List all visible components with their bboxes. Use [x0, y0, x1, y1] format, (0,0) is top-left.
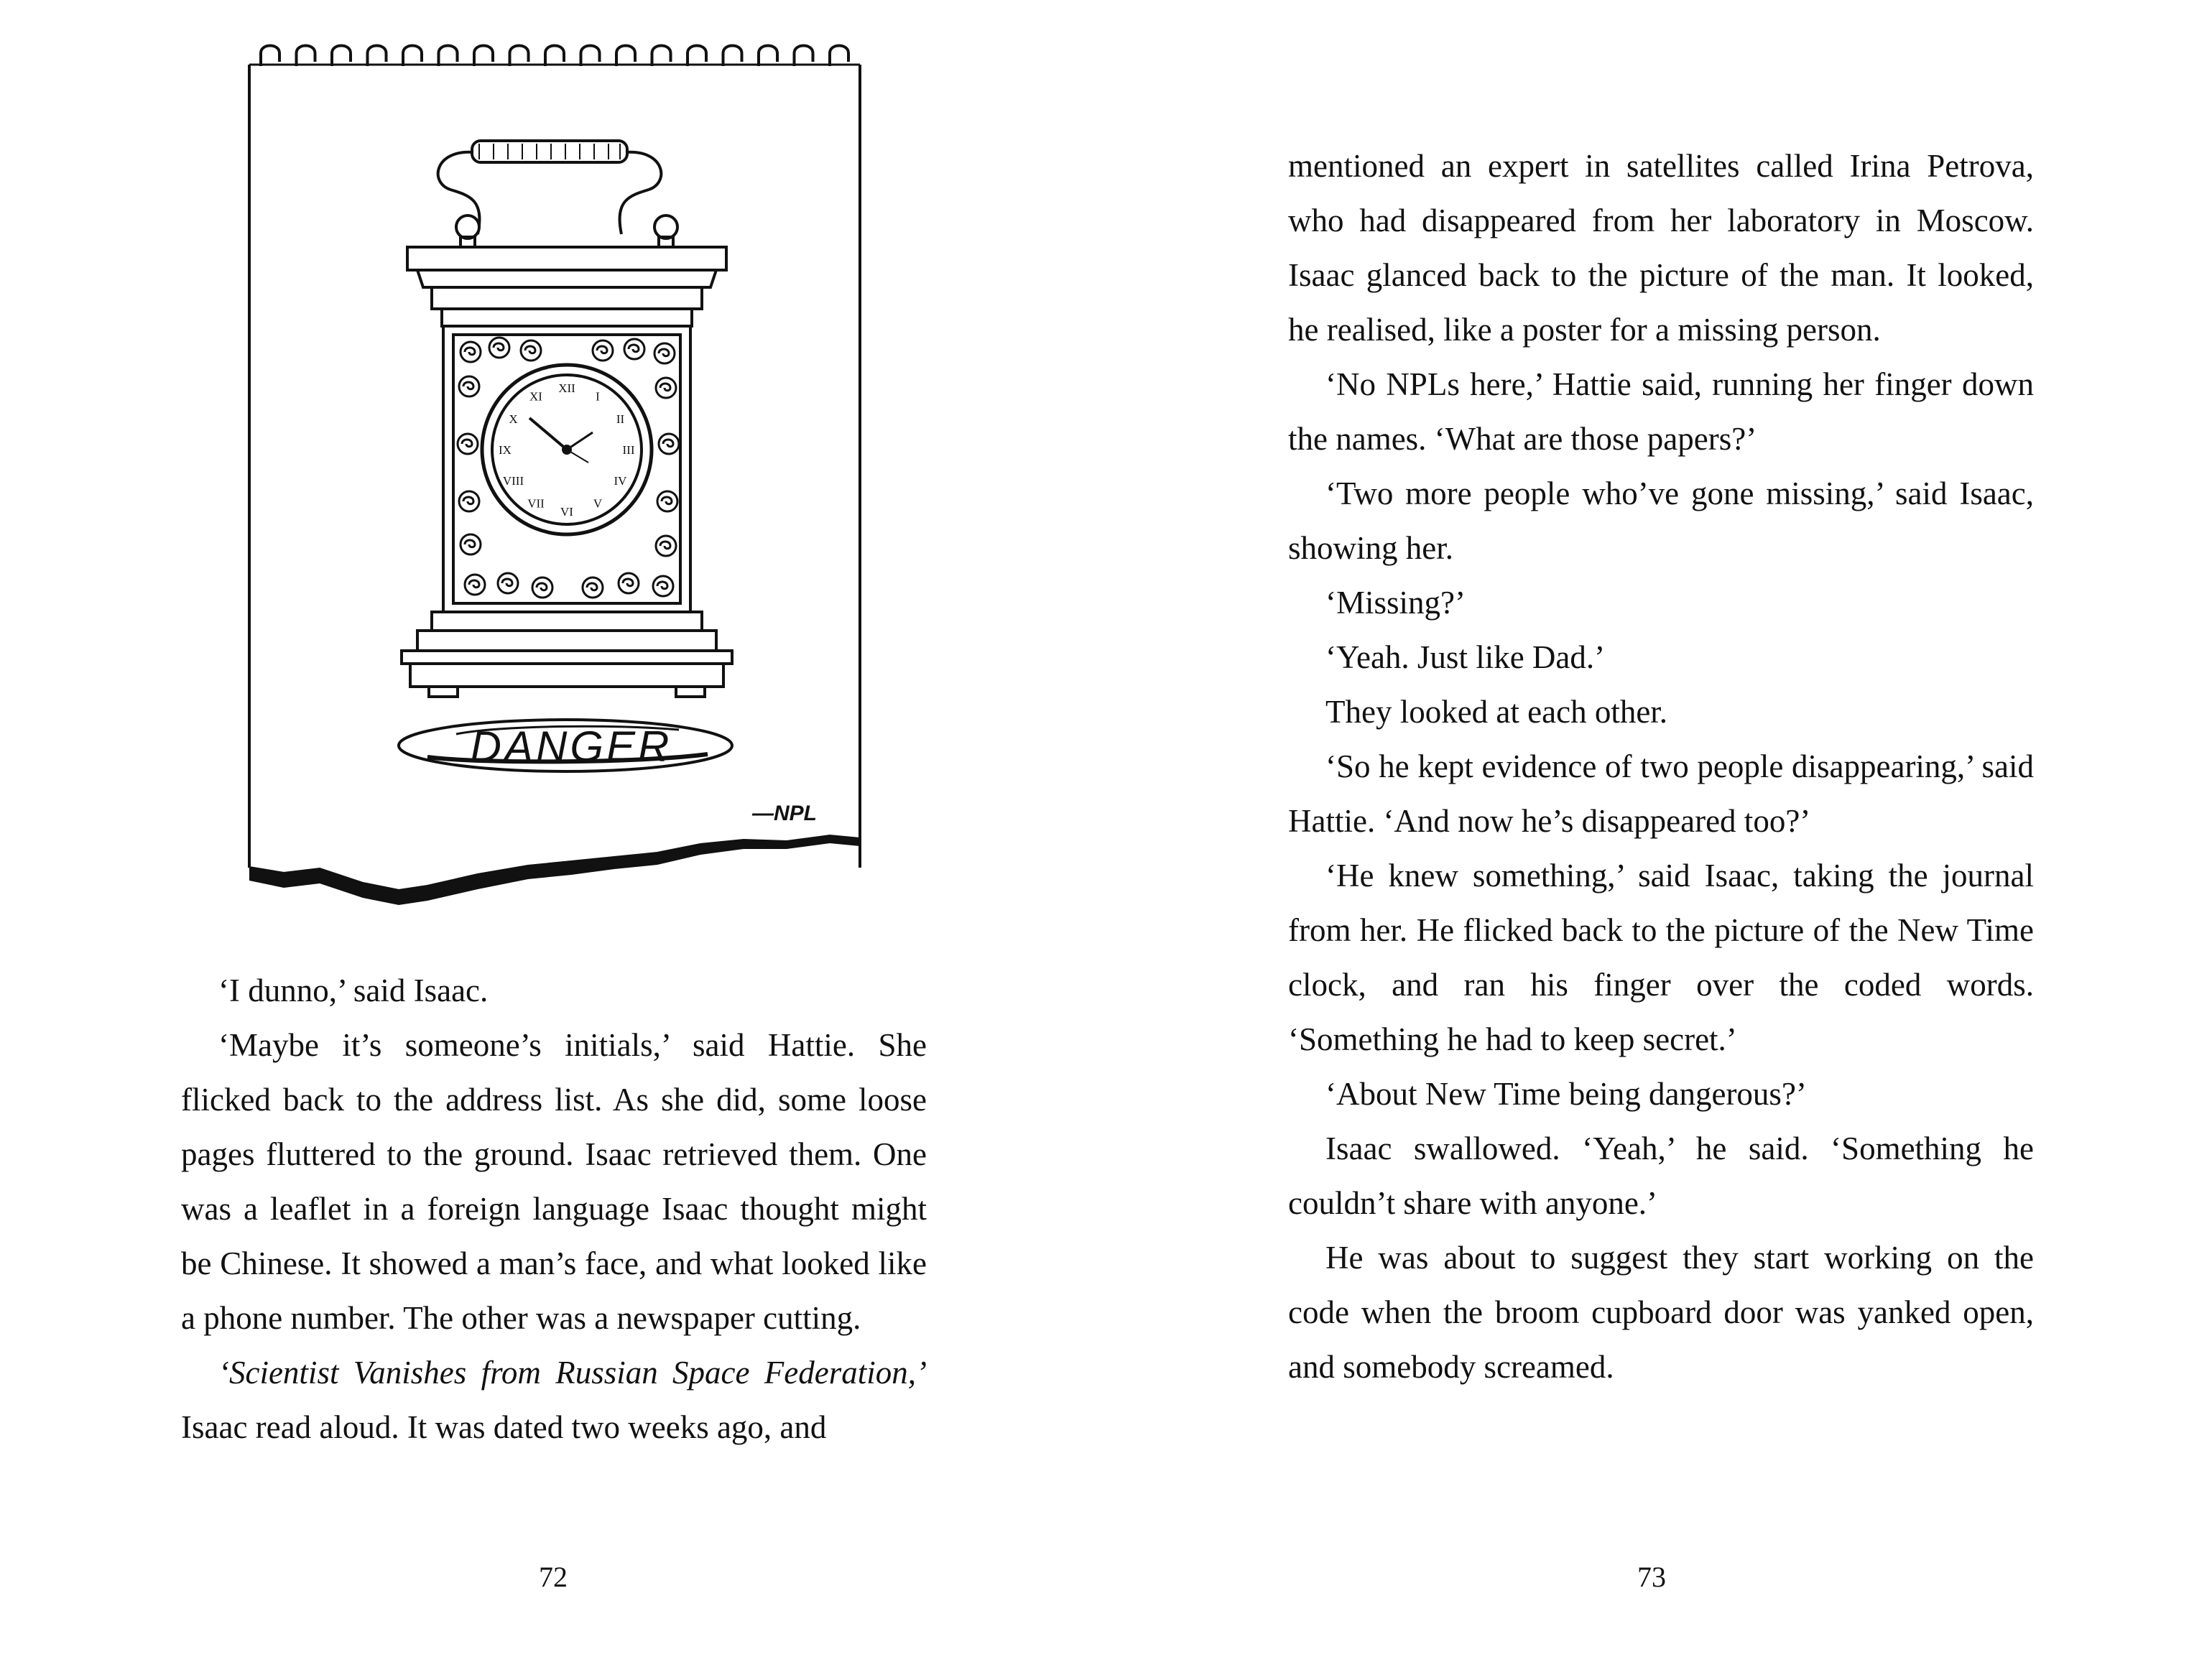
spiral-loop	[439, 46, 458, 67]
spiral-loop	[830, 46, 848, 67]
spiral-loop	[688, 46, 706, 67]
spiral-loop	[261, 46, 279, 67]
spiral-loop	[368, 46, 387, 67]
clock-numeral: XI	[529, 389, 542, 404]
spiral-loop	[510, 46, 529, 67]
paragraph: ‘Maybe it’s someone’s initials,’ said Hattie. She flicked back to the address list. As she did, some loose pages fluttered to the ground. Isaac retrieved them. One was a leaflet in a foreign language Isaac thought might be Chinese. It showed a man’s face, and what looked like a phone number. The other was a newspaper cutting.	[181, 1027, 927, 1336]
spiral-loop	[759, 46, 777, 67]
right-finial	[654, 215, 677, 238]
clock-numeral: V	[593, 496, 603, 511]
clock-numeral: II	[616, 412, 625, 426]
right-body-text	[1288, 139, 2034, 1394]
paragraph: ‘I dunno,’ said Isaac.	[218, 973, 489, 1008]
paragraph: They looked at each other.	[1325, 694, 1668, 730]
clock-numeral: VII	[527, 496, 545, 511]
clock-handle	[472, 141, 627, 162]
carriage-clock	[402, 141, 732, 697]
danger-label	[399, 720, 732, 771]
paragraph: ‘Yeah. Just like Dad.’	[1325, 639, 1606, 675]
clock-numeral: XII	[558, 381, 575, 395]
torn-edge	[249, 836, 860, 905]
left-body-text	[181, 963, 927, 1454]
paragraph: ‘So he kept evidence of two people disappearing,’ said Hattie. ‘And now he’s disappeared too?’	[1288, 748, 2034, 839]
spiral-loop	[616, 46, 635, 67]
page-number: 73	[1637, 1561, 1666, 1593]
spiral-loop	[652, 46, 671, 67]
clock-numeral: IX	[499, 443, 512, 457]
paragraph: He was about to suggest they start working on the code when the broom cupboard door was yanked open, and somebody screamed.	[1288, 1240, 2034, 1385]
spiral-loop	[545, 46, 564, 67]
spiral-loop	[581, 46, 600, 67]
clock-illustration	[241, 42, 884, 919]
spiral-loop	[403, 46, 422, 67]
left-page	[0, 0, 1094, 1680]
paragraph: ‘Two more people who’ve gone missing,’ said Isaac, showing her.	[1288, 475, 2034, 566]
clock-numeral: IV	[614, 474, 627, 488]
paragraph	[181, 1345, 927, 1454]
paragraph: ‘About New Time being dangerous?’	[1325, 1076, 1807, 1112]
continued-paragraph: mentioned an expert in satellites called Irina Petrova, who had disappeared from her laboratory in Moscow. Isaac glanced back to the picture of the man. It looked, he realised, like a poster for a missing person.	[1288, 148, 2034, 348]
clock-numeral: III	[622, 443, 635, 457]
clock-numeral: X	[509, 412, 518, 426]
danger-caption: DANGER	[470, 723, 672, 771]
clock-numeral: VIII	[502, 474, 524, 488]
left-finial	[456, 215, 479, 238]
clock-numeral: VI	[560, 505, 573, 519]
clock-numeral: I	[596, 389, 600, 404]
paragraph: ‘He knew something,’ said Isaac, taking the journal from her. He flicked back to the picture of the New Time clock, and ran his finger over the coded words. ‘Something he had to keep secret.’	[1288, 858, 2034, 1057]
page-number: 72	[539, 1561, 568, 1593]
paragraph: Isaac swallowed. ‘Yeah,’ he said. ‘Something he couldn’t share with anyone.’	[1288, 1131, 2034, 1221]
paragraph: ‘Missing?’	[1325, 585, 1466, 621]
paragraph-continuation: Isaac read aloud. It was dated two weeks ago, and	[181, 1409, 827, 1445]
spiral-loop	[795, 46, 813, 67]
spiral-loop	[297, 46, 315, 67]
newspaper-headline: ‘Scientist Vanishes from Russian Space Federation,’	[218, 1355, 927, 1391]
right-page	[1095, 0, 2189, 1680]
paragraph: ‘No NPLs here,’ Hattie said, running her finger down the names. ‘What are those papers?’	[1288, 366, 2034, 457]
spiral-loop	[723, 46, 742, 67]
spiral-binding	[261, 46, 848, 67]
artist-signature: —NPL	[752, 802, 817, 825]
spiral-loop	[474, 46, 493, 67]
spiral-loop	[332, 46, 351, 67]
